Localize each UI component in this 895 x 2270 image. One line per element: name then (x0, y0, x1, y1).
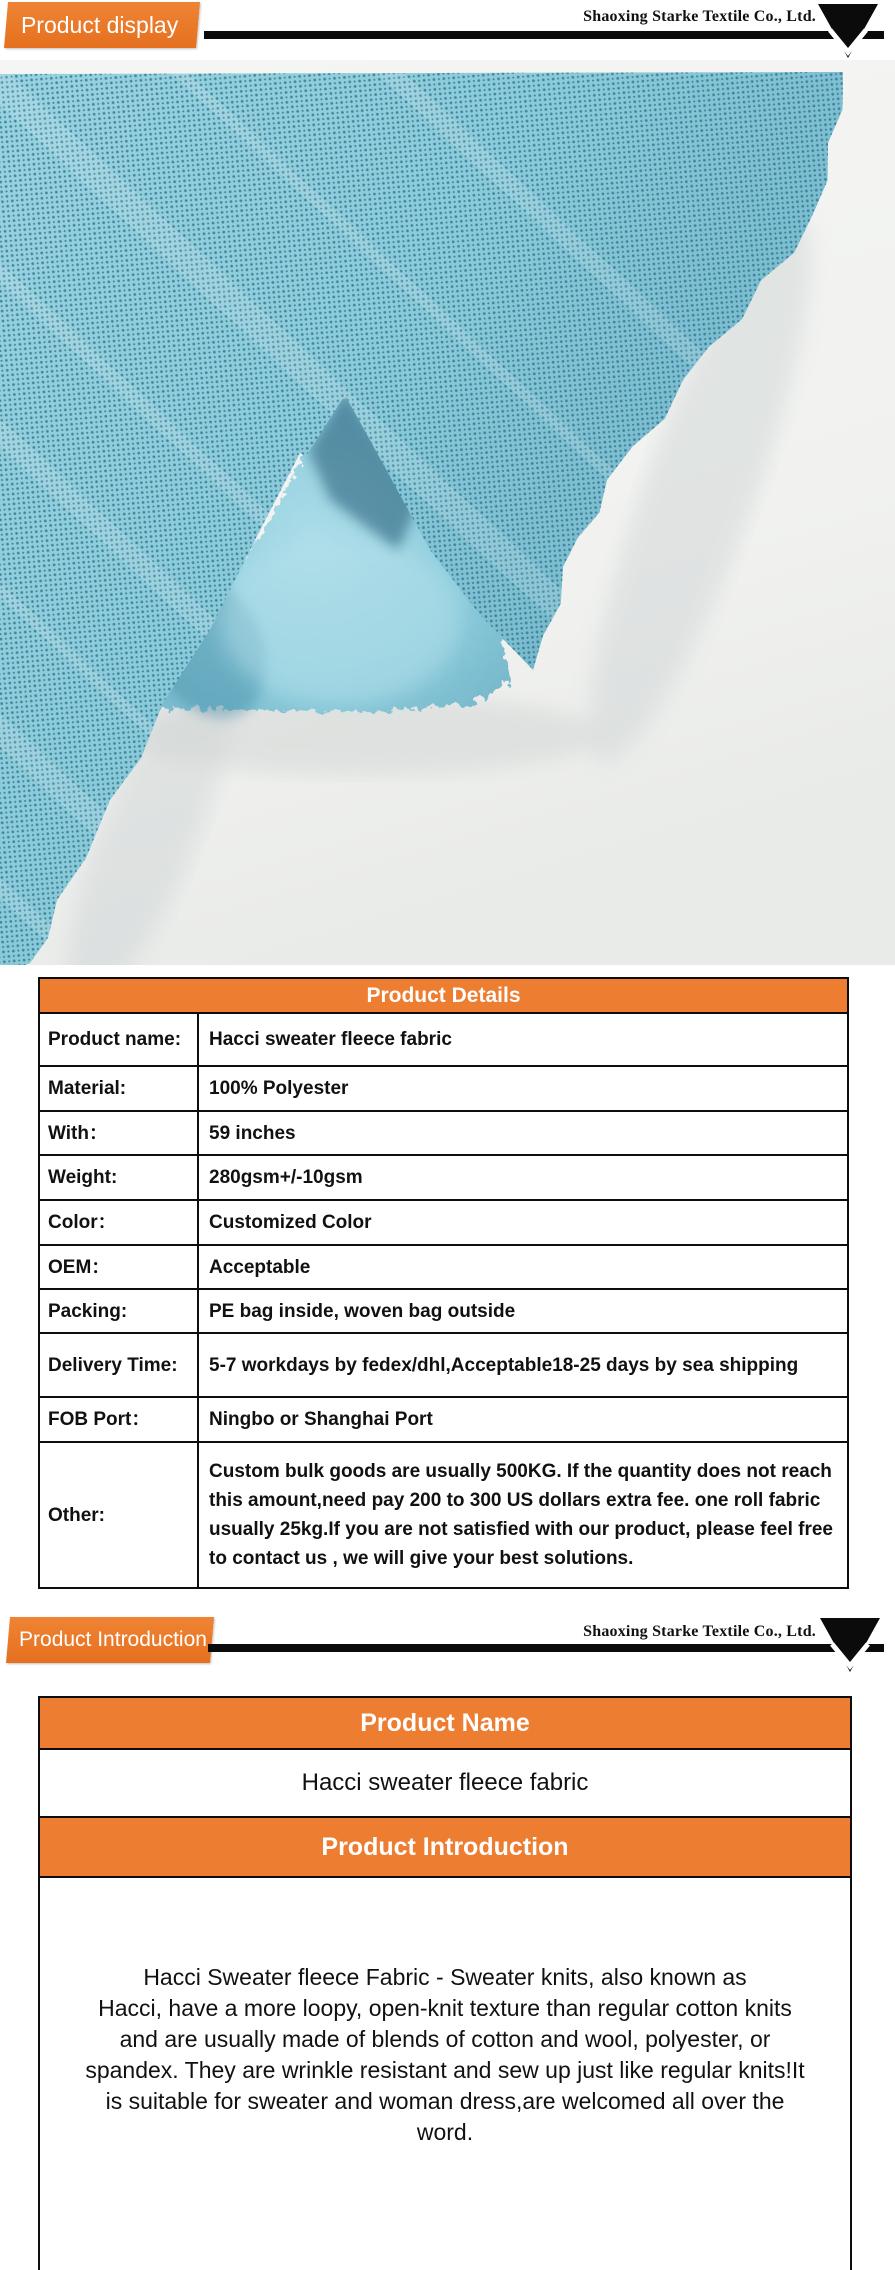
divider-line (204, 31, 884, 39)
product-details-table (38, 977, 849, 1589)
product-introduction-table (38, 1696, 852, 2270)
table-row (40, 1441, 847, 1587)
section-ribbon (4, 2, 200, 48)
row-label: OEM： (40, 1246, 199, 1288)
table-row (40, 1065, 847, 1110)
row-value: 59 inches (209, 1122, 296, 1144)
row-label: Product name: (40, 1014, 199, 1065)
product-name-header: Product Name (40, 1698, 850, 1750)
table-row (40, 1154, 847, 1199)
company-name: Shaoxing Starke Textile Co., Ltd. (583, 1623, 816, 1640)
row-label: Packing: (40, 1290, 199, 1332)
brand-logo-icon (817, 4, 879, 58)
intro-line: spandex. They are wrinkle resistant and sew up just like regular knits!It (85, 2057, 805, 2083)
section-ribbon (6, 1617, 214, 1663)
row-value: Customized Color (209, 1212, 372, 1233)
row-label: Weight: (40, 1156, 199, 1199)
product-introduction-header: Product Introduction (40, 1818, 850, 1878)
table-row (40, 1396, 847, 1441)
product-photo (0, 60, 895, 965)
row-value: Acceptable (209, 1256, 311, 1278)
table-row (40, 1199, 847, 1244)
row-label: With： (40, 1112, 199, 1154)
intro-line: is suitable for sweater and woman dress,are welcomed all over the (105, 2088, 785, 2114)
row-label: Material: (40, 1067, 199, 1110)
row-value: Custom bulk goods are usually 500KG. If the quantity does not reach this amount,need pay 200 to 300 US dollars extra fee. one roll fabric usually 25kg.If you are not satisfied with our product, please feel free to contact us , we will give your best solutions. (209, 1461, 833, 1569)
row-value: Ningbo or Shanghai Port (209, 1409, 433, 1430)
table-row (40, 1332, 847, 1396)
table-row (40, 1110, 847, 1154)
table-row (40, 1244, 847, 1288)
row-label: Delivery Time: (40, 1334, 199, 1396)
intro-line: word. (416, 2119, 474, 2145)
row-value: 280gsm+/-10gsm (209, 1167, 363, 1188)
table-row (40, 1288, 847, 1332)
intro-line: Hacci Sweater fleece Fabric - Sweater knits, also known as (143, 1964, 747, 1990)
row-label: Color： (40, 1201, 199, 1244)
brand-logo-icon (819, 1618, 881, 1672)
product-name-value: Hacci sweater fleece fabric (40, 1750, 850, 1818)
company-name: Shaoxing Starke Textile Co., Ltd. (583, 8, 816, 25)
row-value: 5-7 workdays by fedex/dhl,Acceptable18-25 days by sea shipping (209, 1354, 799, 1376)
header-product-introduction (0, 1612, 895, 1682)
section-ribbon-label: Product display (21, 11, 179, 38)
row-value: 100% Polyester (209, 1078, 349, 1099)
row-value: PE bag inside, woven bag outside (209, 1300, 516, 1322)
row-label: FOB Port： (40, 1398, 199, 1441)
divider-line (208, 1644, 884, 1652)
section-ribbon-label: Product Introduction (19, 1628, 207, 1651)
table-row (40, 1012, 847, 1065)
intro-line: Hacci, have a more loopy, open-knit texture than regular cotton knits (98, 1995, 792, 2021)
row-value: Hacci sweater fleece fabric (209, 1029, 452, 1050)
row-label: Other: (40, 1443, 199, 1587)
details-table-title: Product Details (40, 979, 847, 1012)
fabric-swatch-image (0, 60, 895, 965)
intro-line: and are usually made of blends of cotton and wool, polyester, or (119, 2026, 771, 2052)
product-introduction-text (40, 1878, 850, 2270)
